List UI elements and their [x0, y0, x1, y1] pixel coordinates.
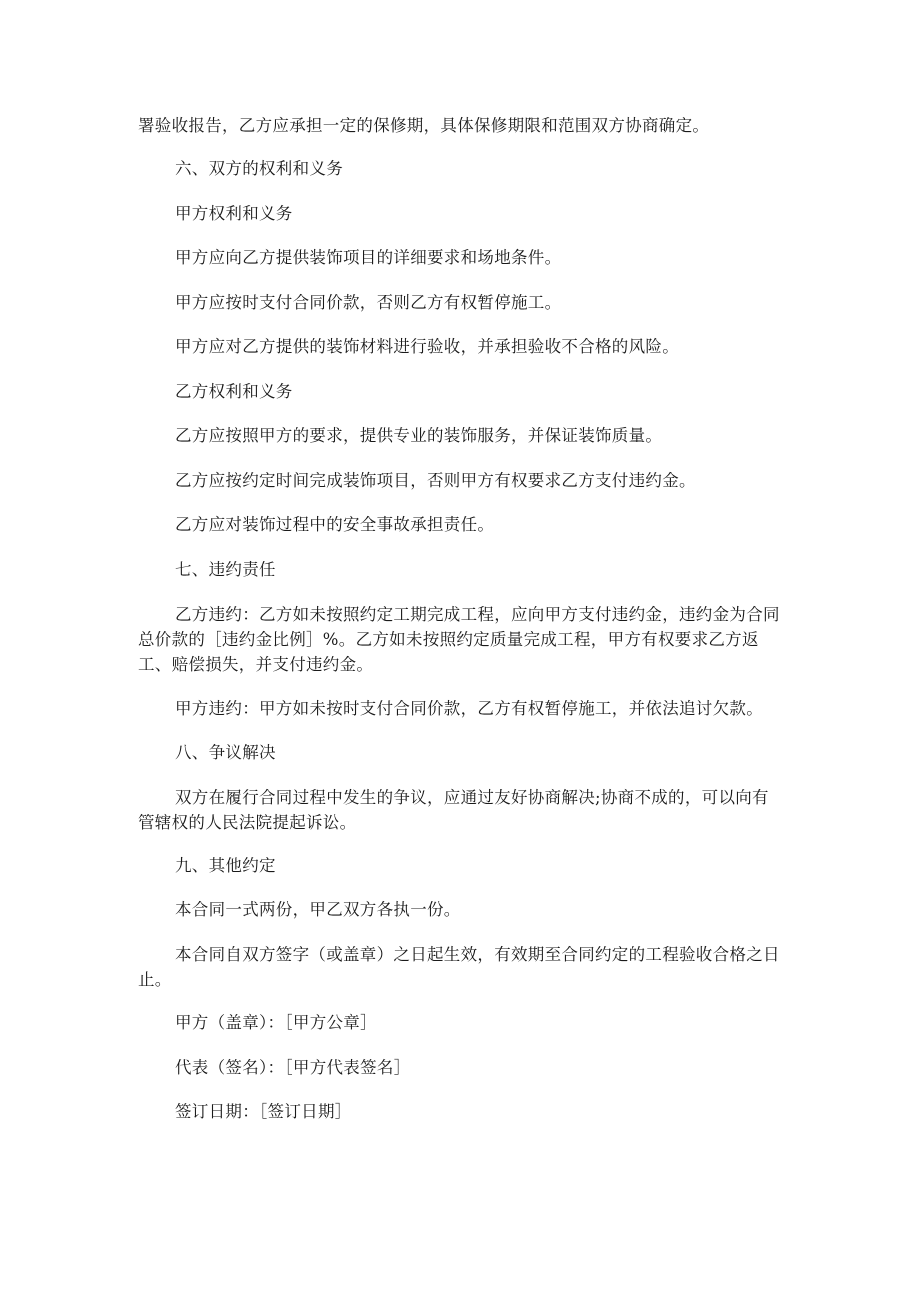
- paragraph-effective: 本合同自双方签字（或盖章）之日起生效，有效期至合同约定的工程验收合格之日止。: [138, 945, 780, 989]
- section-heading-dispute: 八、争议解决: [175, 743, 276, 762]
- paragraph-party-a-1: 甲方应向乙方提供装饰项目的详细要求和场地条件。: [175, 248, 562, 267]
- section-heading-rights: 六、双方的权利和义务: [175, 159, 343, 178]
- paragraph-party-a-3: 甲方应对乙方提供的装饰材料进行验收，并承担验收不合格的风险。: [175, 337, 679, 356]
- subheading-party-b: 乙方权利和义务: [175, 382, 293, 401]
- paragraph-party-b-1: 乙方应按照甲方的要求，提供专业的装饰服务，并保证装饰质量。: [175, 426, 663, 445]
- subheading-party-a: 甲方权利和义务: [175, 204, 293, 223]
- signature-party-a-seal: 甲方（盖章）：［甲方公章］: [175, 1013, 377, 1032]
- paragraph-party-b-3: 乙方应对装饰过程中的安全事故承担责任。: [175, 515, 495, 534]
- paragraph-party-b-breach: 乙方违约：乙方如未按照约定工期完成工程，应向甲方支付违约金，违约金为合同总价款的［违约金比例］%。乙方如未按照约定质量完成工程，甲方有权要求乙方返工、赔偿损失，并支付违约金。: [138, 605, 780, 674]
- paragraph-continuation: 署验收报告，乙方应承担一定的保修期，具体保修期限和范围双方协商确定。: [138, 116, 710, 135]
- paragraph-copies: 本合同一式两份，甲乙双方各执一份。: [175, 900, 461, 919]
- signature-representative: 代表（签名）：［甲方代表签名］: [175, 1058, 411, 1077]
- paragraph-dispute: 双方在履行合同过程中发生的争议，应通过友好协商解决;协商不成的，可以向有管辖权的人民法院提起诉讼。: [138, 788, 769, 832]
- paragraph-party-b-2: 乙方应按约定时间完成装饰项目，否则甲方有权要求乙方支付违约金。: [175, 471, 696, 490]
- section-heading-liability: 七、违约责任: [175, 560, 276, 579]
- paragraph-party-a-2: 甲方应按时支付合同价款，否则乙方有权暂停施工。: [175, 293, 562, 312]
- signature-date: 签订日期：［签订日期］: [175, 1102, 352, 1121]
- paragraph-party-a-breach: 甲方违约：甲方如未按时支付合同价款，乙方有权暂停施工，并依法追讨欠款。: [175, 699, 763, 718]
- section-heading-other: 九、其他约定: [175, 856, 276, 875]
